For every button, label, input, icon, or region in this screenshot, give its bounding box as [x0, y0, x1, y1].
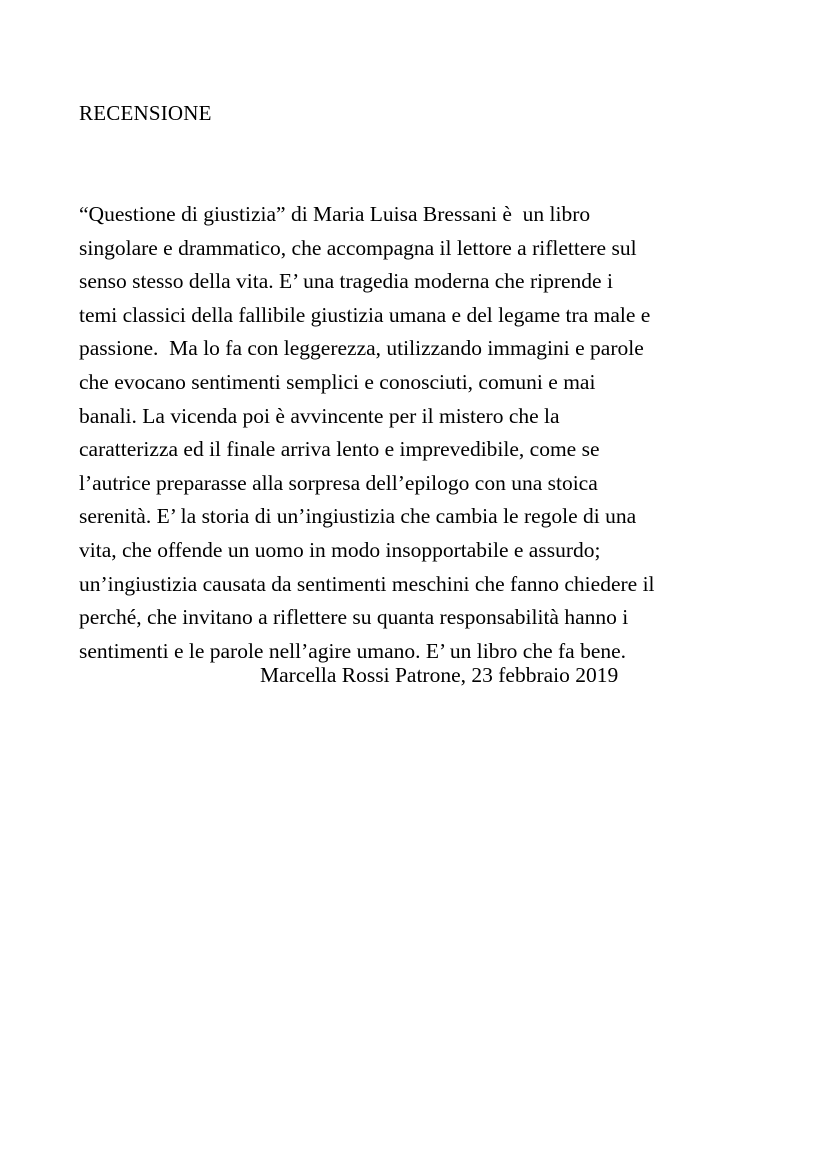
review-line: singolare e drammatico, che accompagna il lettore a riflettere sul: [79, 235, 637, 260]
review-line: “Questione di giustizia” di Maria Luisa Bressani è un libro: [79, 202, 591, 226]
review-line: caratterizza ed il finale arriva lento e imprevedibile, come se: [79, 437, 600, 462]
review-line: passione. Ma lo fa con leggerezza, utilizzando immagini e parole: [79, 336, 644, 361]
review-line: senso stesso della vita. E’ una tragedia moderna che riprende i: [79, 269, 613, 294]
review-line: che evocano sentimenti semplici e conosciuti, comuni e mai: [79, 369, 596, 394]
review-line: perché, che invitano a riflettere su quanta responsabilità hanno i: [79, 605, 629, 630]
review-line: vita, che offende un uomo in modo insopportabile e assurdo;: [79, 537, 601, 562]
review-paragraph: [79, 198, 779, 668]
review-line: temi classici della fallibile giustizia umana e del legame tra male e: [79, 302, 651, 327]
review-line: banali. La vicenda poi è avvincente per il mistero che la: [79, 403, 560, 428]
review-line: l’autrice preparasse alla sorpresa dell’epilogo con una stoica: [79, 470, 598, 495]
review-line: serenità. E’ la storia di un’ingiustizia che cambia le regole di una: [79, 504, 637, 529]
review-line: un’ingiustizia causata da sentimenti meschini che fanno chiedere il: [79, 571, 655, 596]
document-heading: RECENSIONE: [79, 101, 212, 125]
review-line: sentimenti e le parole nell’agire umano. E’ un libro che fa bene.: [79, 638, 627, 663]
author-signature-date: Marcella Rossi Patrone, 23 febbraio 2019: [260, 663, 619, 687]
